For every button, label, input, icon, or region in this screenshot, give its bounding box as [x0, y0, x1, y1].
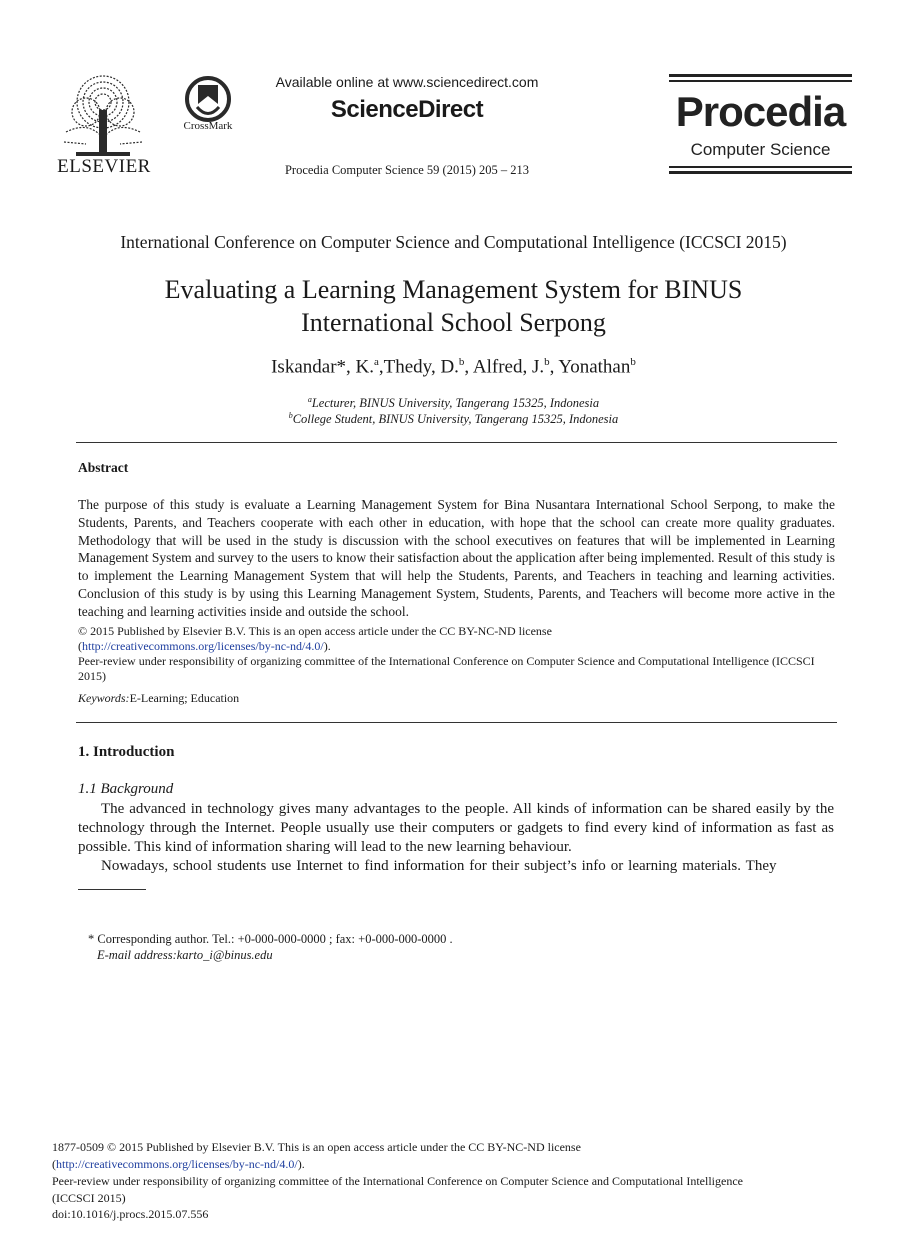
author-name: , Yonathan — [549, 356, 631, 378]
crossmark-icon[interactable] — [185, 76, 231, 122]
peer-review-notice: Peer-review under responsibility of organizing committee of the International Conference on Computer Science and Computational Intelligence (ICCSCI 2015) — [78, 654, 815, 683]
author-name: Iskandar*, K. — [271, 356, 374, 378]
divider-top — [76, 442, 837, 443]
author-list — [60, 356, 847, 378]
intro-paragraph-2: Nowadays, school students use Internet to find information for their subject’s info or learning materials. They — [101, 858, 777, 874]
divider-bottom — [76, 722, 837, 723]
license-link[interactable]: http://creativecommons.org/licenses/by-nc-nd/4.0/ — [82, 639, 324, 653]
copyright-notice — [78, 624, 835, 654]
affil-text: Lecturer, BINUS University, Tangerang 15325, Indonesia — [311, 396, 600, 411]
title-line-2: International School Serpong — [301, 308, 606, 337]
conference-name: International Conference on Computer Science and Computational Intelligence (ICCSCI 2015) — [120, 232, 787, 252]
keywords — [78, 691, 239, 706]
paren-close: ). — [323, 639, 331, 653]
footer-doi: doi:10.1016/j.procs.2015.07.556 — [52, 1207, 209, 1221]
author-affil-mark: b — [544, 356, 550, 368]
footnote-rule — [78, 889, 146, 890]
section-heading-introduction: 1. Introduction — [78, 744, 175, 760]
crossmark-label: CrossMark — [183, 120, 233, 132]
affil-text: College Student, BINUS University, Tangerang 15325, Indonesia — [292, 412, 619, 427]
sciencedirect-logo: ScienceDirect — [330, 96, 484, 123]
copyright-line: © 2015 Published by Elsevier B.V. This is an open access article under the CC BY-NC-ND license — [78, 624, 552, 638]
affiliation-b — [60, 411, 847, 427]
paper-title — [60, 273, 847, 339]
elsevier-tree-logo — [56, 72, 150, 158]
paren-open: ( — [78, 639, 82, 653]
elsevier-wordmark: ELSEVIER — [57, 156, 151, 177]
footer-license — [52, 1156, 812, 1173]
corresponding-email: E-mail address:karto_i@binus.edu — [97, 948, 273, 962]
subsection-heading-background: 1.1 Background — [78, 781, 174, 797]
paren-open: ( — [52, 1157, 56, 1171]
abstract-heading: Abstract — [78, 460, 129, 475]
author-name: , Alfred, J. — [464, 356, 545, 378]
affil-mark: a — [307, 395, 312, 404]
affiliation-a — [60, 395, 847, 411]
intro-paragraph-1: The advanced in technology gives many advantages to the people. All kinds of information can be shared easily by the technology through the Internet. People usually use their computers or gadgets to find every kind of information as fast as possible. This kind of information sharing will lead to the new learning behaviour. — [78, 801, 834, 855]
available-online-text: Available online at www.sciencedirect.com — [275, 74, 539, 90]
footer-peer-review: Peer-review under responsibility of organizing committee of the International Conference on Computer Science and Computational Intelligence (ICCSCI 2015) — [52, 1174, 743, 1205]
keywords-label: Keywords: — [78, 691, 130, 705]
procedia-logo — [669, 74, 852, 174]
keywords-value: E-Learning; Education — [129, 691, 240, 705]
author-affil-mark: a — [374, 356, 379, 368]
journal-reference: Procedia Computer Science 59 (2015) 205 – 213 — [284, 163, 530, 177]
author-name: ,Thedy, D. — [378, 356, 459, 378]
procedia-wordmark: Procedia — [675, 88, 846, 135]
title-line-1: Evaluating a Learning Management System for BINUS — [164, 275, 743, 304]
corresponding-author-note: * Corresponding author. Tel.: +0-000-000-0000 ; fax: +0-000-000-0000 . — [88, 932, 453, 946]
paren-close: ). — [297, 1157, 305, 1171]
issn-line: 1877-0509 © 2015 Published by Elsevier B.V. This is an open access article under the CC BY-NC-ND license — [52, 1140, 581, 1154]
abstract-body: The purpose of this study is evaluate a Learning Management System for Bina Nusantara International School Serpong, to make the Students, Parents, and Teachers cooperate with each other in education, with hope that the school can create more quality graduates. Methodology that will be used in the study is discussion with the school executives on features that will be implemented in Learning Management System and survey to the users to know their satisfaction about the application after being implemented. Result of this study is to implement the Learning Management System that will help the Students, Parents, and Teachers in teaching and learning activities. Conclusion of this study is by using this Learning Management System, Students, Parents, and Teachers will become more active in the teaching and learning activities inside and outside the school. — [78, 497, 835, 619]
procedia-subtitle: Computer Science — [690, 140, 831, 159]
author-affil-mark: b — [630, 356, 636, 368]
affil-mark: b — [288, 411, 293, 420]
author-affil-mark: b — [458, 356, 465, 368]
footer-license-link[interactable]: http://creativecommons.org/licenses/by-nc-nd/4.0/ — [56, 1157, 298, 1171]
